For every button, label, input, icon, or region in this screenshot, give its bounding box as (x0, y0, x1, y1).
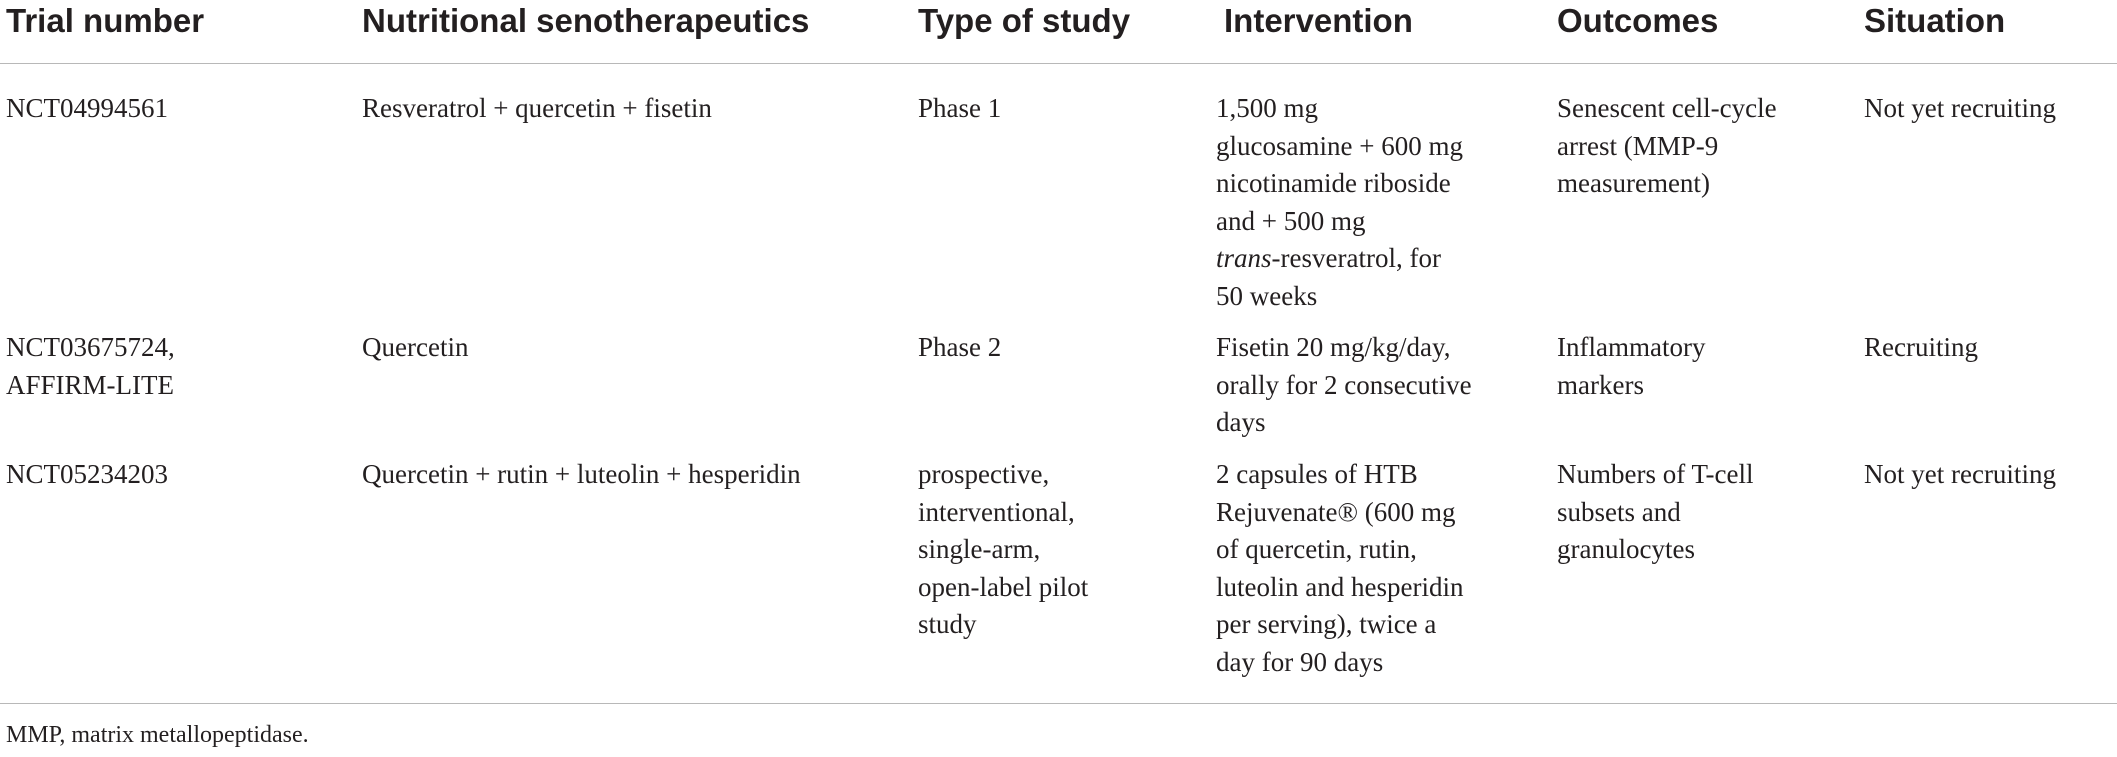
header-divider (0, 63, 2117, 64)
cell-study-type: Phase 1 (918, 93, 1002, 123)
cell-situation: Not yet recruiting (1864, 459, 2056, 489)
cell-intervention: 2 capsules of HTB Rejuvenate® (600 mg of quercetin, rutin, luteolin and hesperidin per serving), twice a day for 90 days (1216, 459, 1464, 677)
cell-outcomes: Senescent cell-cycle arrest (MMP-9 measurement) (1557, 93, 1777, 198)
header-trial-number: Trial number (6, 2, 205, 39)
intervention-text: 1,500 mg glucosamine + 600 mg nicotinamide riboside and + 500 mg (1216, 93, 1463, 236)
header-type-of-study: Type of study (918, 2, 1131, 39)
cell-trial-number: NCT03675724, AFFIRM-LITE (6, 332, 175, 400)
header-situation: Situation (1864, 2, 2006, 39)
header-intervention: Intervention (1224, 2, 1413, 39)
cell-intervention: Fisetin 20 mg/kg/day, orally for 2 consecutive days (1216, 332, 1472, 437)
cell-senotherapeutics: Resveratrol + quercetin + fisetin (362, 93, 712, 123)
cell-senotherapeutics: Quercetin (362, 332, 469, 362)
cell-situation: Recruiting (1864, 332, 1978, 362)
intervention-text-end: -resveratrol, for 50 weeks (1216, 243, 1441, 311)
table-footnote: MMP, matrix metallopeptidase. (6, 722, 309, 748)
header-nutritional-senotherapeutics: Nutritional senotherapeutics (362, 2, 810, 39)
table-bottom-rule (0, 703, 2117, 704)
intervention-italic-text: trans (1216, 243, 1272, 273)
cell-trial-number: NCT04994561 (6, 93, 168, 123)
cell-study-type: Phase 2 (918, 332, 1002, 362)
cell-situation: Not yet recruiting (1864, 93, 2056, 123)
header-outcomes: Outcomes (1557, 2, 1719, 39)
cell-intervention (1216, 90, 1516, 315)
cell-study-type: prospective, interventional, single-arm, open-label pilot study (918, 459, 1089, 639)
cell-senotherapeutics: Quercetin + rutin + luteolin + hesperidin (362, 459, 801, 489)
cell-outcomes: Inflammatory markers (1557, 332, 1706, 400)
cell-trial-number: NCT05234203 (6, 459, 168, 489)
cell-outcomes: Numbers of T-cell subsets and granulocytes (1557, 459, 1754, 564)
